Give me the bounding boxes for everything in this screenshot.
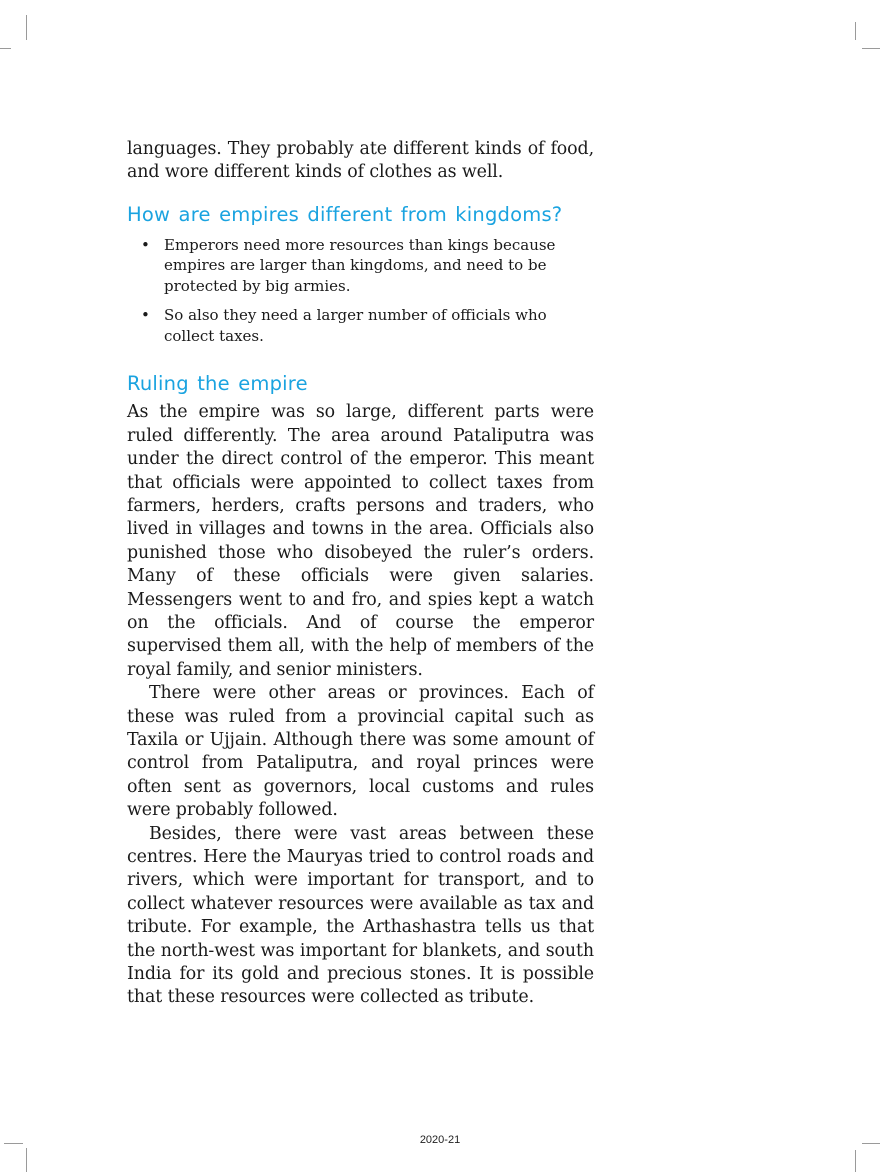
crop-mark-top-right-horizontal — [862, 48, 880, 49]
crop-mark-bottom-left-vertical — [26, 1148, 27, 1172]
crop-mark-top-left-horizontal — [0, 48, 11, 49]
crop-mark-top-left-vertical — [26, 15, 27, 40]
bullet-icon: • — [141, 306, 150, 325]
bullet-item — [127, 235, 594, 297]
crop-mark-bottom-right-vertical — [855, 1150, 856, 1172]
paragraph: Besides, there were vast areas between these centres. Here the Mauryas tried to control roads and rivers, which were important for transport, and to collect whatever resources were available as tax and tribute. For example, the Arthashastra tells us that the north-west was important for blankets, and south India for its gold and precious stones. It is possible that these resources were collected as tribute. — [127, 823, 594, 1008]
bullet-list — [127, 235, 594, 347]
paragraph: As the empire was so large, different parts were ruled differently. The area around Pataliputra was under the direct control of the emperor. This meant that officials were appointed to collect taxes from farmers, herders, crafts persons and traders, who lived in villages and towns in the area. Officials also punished those who disobeyed the ruler’s orders. Many of these officials were given salaries. Messengers went to and fro, and spies kept a watch on the officials. And of course the emperor supervised them all, with the help of members of the royal family, and senior ministers. — [127, 402, 594, 680]
paragraph: There were other areas or provinces. Each of these was ruled from a provincial capital such as Taxila or Ujjain. Although there was some amount of control from Pataliputra, and royal princes were often sent as governors, local customs and rules were probably followed. — [127, 683, 594, 821]
bullet-text: So also they need a larger number of officials who collect taxes. — [164, 306, 547, 345]
bullet-item — [127, 305, 594, 346]
bullet-icon: • — [141, 235, 150, 254]
bullet-text: Emperors need more resources than kings because empires are larger than kingdoms, and need to be protected by big armies. — [164, 235, 556, 295]
intro-paragraph: languages. They probably ate different kinds of food, and wore different kinds of clothes as well. — [127, 139, 594, 183]
page-content — [127, 138, 594, 1010]
footer-year: 2020-21 — [419, 1134, 461, 1146]
section-heading-ruling-the-empire: Ruling the empire — [127, 372, 308, 396]
crop-mark-top-right-vertical — [855, 22, 856, 40]
section-heading-empires-vs-kingdoms: How are empires different from kingdoms? — [127, 202, 563, 226]
